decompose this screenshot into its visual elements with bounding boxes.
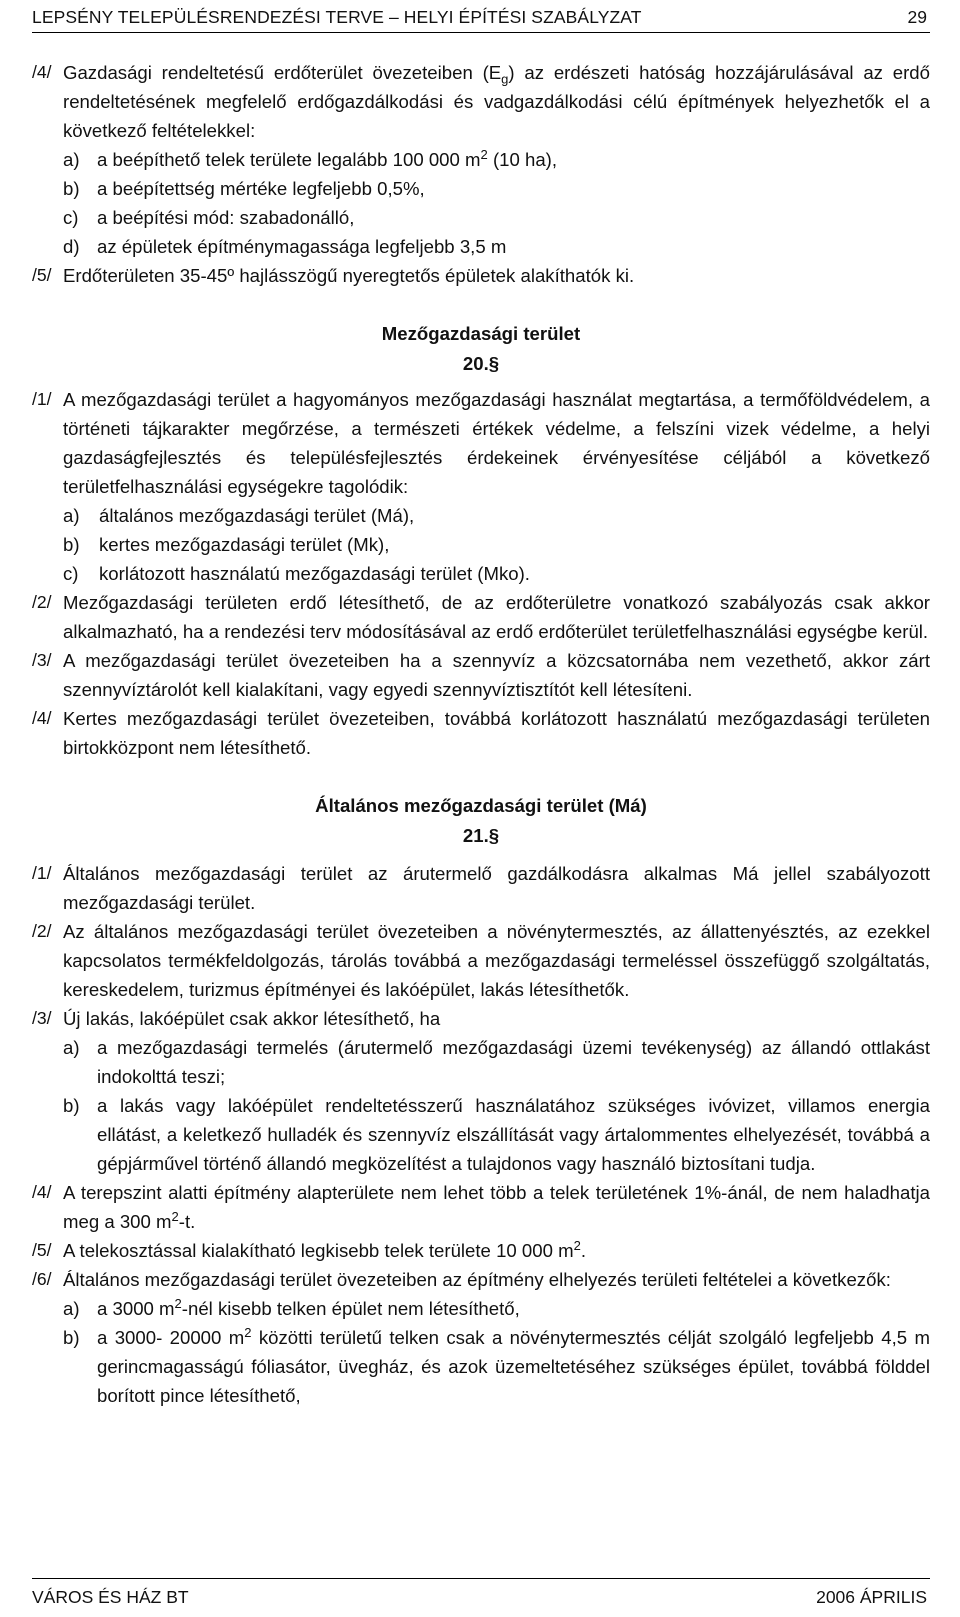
paragraph-number: /2/ [32, 921, 52, 941]
page-footer [32, 1578, 930, 1609]
page-header [32, 6, 930, 33]
paragraph-text: ) az erdészeti hatóság hozzájárulásával az erdő rendeltetésének megfelelő erdőgazdálkodási és vadgazdálkodási célú építmények helyezhetők el a következő feltételekkel: [63, 62, 930, 141]
paragraph-20-4 [32, 704, 930, 762]
paragraph-text: Mezőgazdasági területen erdő létesíthető, de az erdőterületre vonatkozó szabályozás csak akkor alkalmazható, ha a rendezési terv módosításával az erdő erdőterület területfelhasználási egységbe kerül. [63, 592, 930, 642]
paragraph-text: A telekosztással kialakítható legkisebb telek területe 10 000 m [63, 1240, 574, 1261]
footer-date: 2006 ÁPRILIS [816, 1587, 927, 1607]
list-item: a) a 3000 $m^2$-nél kisebb telken épület nem létesíthető, [63, 1295, 520, 1319]
page-number: 29 [907, 7, 927, 27]
paragraph-text: Az általános mezőgazdasági terület övezeteiben a növénytermesztés, az állattenyésztés, az ezekkel kapcsolatos termékfeldolgozás, tárolás továbbá a mezőgazdasági termeléssel összefüggő szolgáltatás, kereskedelem, turizmus építményei és lakóépület, lakás létesíthetők. [63, 921, 930, 1000]
list-item: d) az épületek építménymagassága legfeljebb 3,5 m [63, 236, 507, 257]
paragraph-number: /3/ [32, 1008, 52, 1028]
paragraph-number: /5/ [32, 265, 52, 285]
paragraph-erdo-4 [32, 58, 930, 261]
paragraph-21-4 [32, 1178, 930, 1236]
footer-publisher: VÁROS ÉS HÁZ BT [32, 1587, 189, 1607]
paragraph-text: Általános mezőgazdasági terület az árutermelő gazdálkodásra alkalmas Má jellel szabályozott mezőgazdasági terület. [63, 863, 930, 913]
paragraph-21-5 [32, 1236, 930, 1265]
section-number: 20.§ [462, 353, 500, 374]
paragraph-number: /4/ [32, 708, 52, 728]
list-item: a) a mezőgazdasági termelés (árutermelő mezőgazdasági üzemi tevékenység) az állandó ottlakást indokolttá teszi; [63, 1037, 930, 1087]
header-title: LEPSÉNY TELEPÜLÉSRENDEZÉSI TERVE – HELYI ÉPÍTÉSI SZABÁLYZAT [32, 7, 642, 27]
document-body [32, 58, 930, 1410]
paragraph-20-3 [32, 646, 930, 704]
section-number: 21.§ [462, 825, 500, 846]
list-item: a) általános mezőgazdasági terület (Má), [63, 505, 415, 526]
paragraph-number: /3/ [32, 650, 52, 670]
list-item: b) a 3000- 20000 $m^2$ közötti területű telken csak a növénytermesztés célját szolgáló legfeljebb 4,5 m gerincmagasságú fóliasátor, üvegház, és azok üzemeltetéséhez szükséges épület, továbbá földdel borított pince létesíthető, [63, 1324, 930, 1406]
paragraph-20-1 [32, 385, 930, 588]
paragraph-21-2 [32, 917, 930, 1004]
paragraph-number: /4/ [32, 1182, 52, 1202]
paragraph-text: A terepszint alatti építmény alapterülete nem lehet több a telek területének 1%-ánál, de nem haladhatja meg a 300 m [63, 1182, 930, 1232]
paragraph-erdo-5 [32, 261, 930, 290]
paragraph-text: A mezőgazdasági terület a hagyományos mezőgazdasági használat megtartása, a termőföldvédelem, a történeti tájkarakter megőrzése, a természeti értékek védelme, a felszíni vizek védelme, a helyi gazdaságfejlesztés és településfejlesztés érdekeinek érvényesítése céljából a következő területfelhasználási egységekre tagolódik: [63, 389, 930, 497]
list-item: b) a beépítettség mértéke legfeljebb 0,5%, [63, 178, 425, 199]
paragraph-number: /4/ [32, 62, 52, 82]
paragraph-text: Új lakás, lakóépület csak akkor létesíthető, ha [63, 1008, 441, 1029]
paragraph-21-1 [32, 859, 930, 917]
paragraph-text: -t. [178, 1211, 196, 1232]
paragraph-text: Általános mezőgazdasági terület övezeteiben az építmény elhelyezés területi feltételei a következők: [63, 1269, 891, 1290]
section-heading: Általános mezőgazdasági terület (Má) [315, 795, 647, 816]
paragraph-text: A mezőgazdasági terület övezeteiben ha a szennyvíz a közcsatornába nem vezethető, akkor zárt szennyvíztárolót kell kialakítani, vagy egyedi szennyvíztisztítót kell létesíteni. [63, 650, 930, 700]
paragraph-number: /6/ [32, 1269, 52, 1289]
paragraph-text: Erdőterületen 35-45º hajlásszögű nyeregtetős épületek alakíthatók ki. [63, 265, 635, 286]
section-heading: Mezőgazdasági terület [381, 323, 581, 344]
paragraph-text: Gazdasági rendeltetésű erdőterület övezeteiben (E [63, 62, 502, 83]
list-item: a) a beépíthető telek területe legalább 100 000 $m^2$ (10 ha), [63, 146, 558, 170]
paragraph-number: /5/ [32, 1240, 52, 1260]
paragraph-21-6 [32, 1265, 930, 1410]
list-item: c) a beépítési mód: szabadonálló, [63, 207, 355, 228]
paragraph-21-3 [32, 1004, 930, 1178]
list-item: b) a lakás vagy lakóépület rendeltetésszerű használatához szükséges ivóvizet, villamos energia ellátást, a keletkező hulladék és szennyvíz elszállítását vagy ártalommentes elhelyezését, továbbá a gépjárművel történő állandó megközelítést a tulajdonos vagy használó biztosítani tudja. [63, 1095, 930, 1174]
paragraph-text: . [580, 1240, 587, 1261]
paragraph-number: /1/ [32, 389, 52, 409]
superscript: 2 [573, 1237, 581, 1253]
superscript: 2 [171, 1208, 179, 1224]
list-item: b) kertes mezőgazdasági terület (Mk), [63, 534, 390, 555]
subscript: g [501, 71, 509, 87]
paragraph-number: /1/ [32, 863, 52, 883]
paragraph-number: /2/ [32, 592, 52, 612]
paragraph-20-2 [32, 588, 930, 646]
list-item: c) korlátozott használatú mezőgazdasági terület (Mko). [63, 563, 530, 584]
paragraph-text: Kertes mezőgazdasági terület övezeteiben, továbbá korlátozott használatú mezőgazdasági területen birtokközpont nem létesíthető. [63, 708, 930, 758]
